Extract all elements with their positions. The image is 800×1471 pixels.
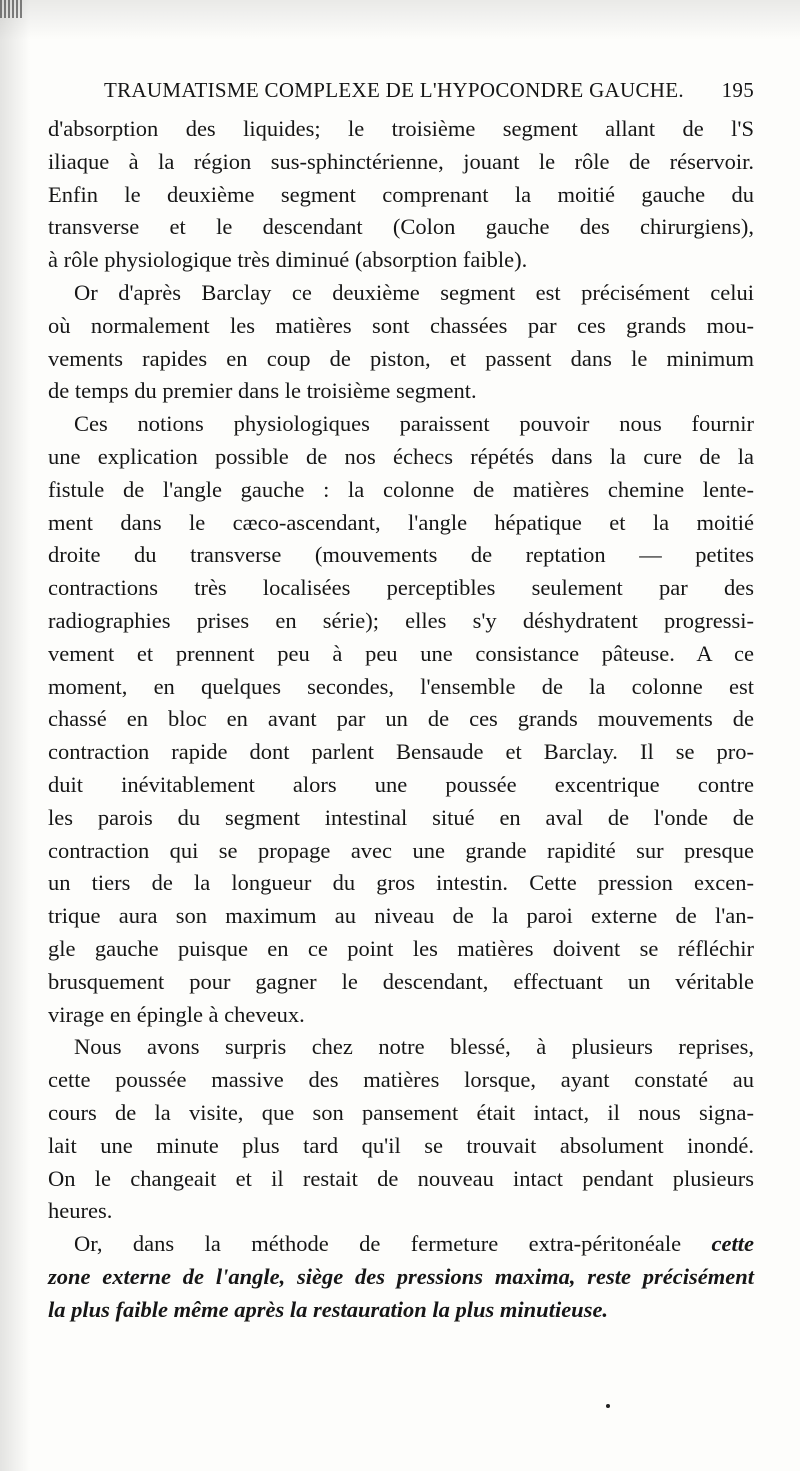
text-italic-emphasis: cette <box>711 1231 754 1257</box>
text-line: vement et prennent peu à peu une consistance pâteuse. A ce <box>48 640 754 666</box>
text-line: ment dans le cæco-ascendant, l'angle hépatique et la moitié <box>48 509 754 535</box>
text-line: On le changeait et il restait de nouveau intact pendant plusieurs <box>48 1165 754 1191</box>
text-line: heures. <box>48 1198 113 1224</box>
scan-edge-shadow <box>0 0 30 1471</box>
paragraph-first-line: Or d'après Barclay ce deuxième segment est précisément celui <box>74 279 754 305</box>
text-line: virage en épingle à cheveux. <box>48 1001 305 1027</box>
text-line: lait une minute plus tard qu'il se trouvait absolument inondé. <box>48 1132 754 1158</box>
paragraph-first-line <box>48 1228 754 1261</box>
text-line: trique aura son maximum au niveau de la paroi externe de l'an- <box>48 903 754 929</box>
page-number: 195 <box>721 78 754 102</box>
text-line: contractions très localisées perceptibles seulement par des <box>48 575 754 601</box>
text-line: Enfin le deuxième segment comprenant la moitié gauche du <box>48 181 754 207</box>
text-line: transverse et le descendant (Colon gauche des chirurgiens), <box>48 214 754 240</box>
paragraph-first-line: Ces notions physiologiques paraissent pouvoir nous fournir <box>74 411 754 437</box>
text-line: moment, en quelques secondes, l'ensemble de la colonne est <box>48 673 754 699</box>
text-italic-emphasis: la plus faible même après la restauration la plus minutieuse. <box>48 1296 609 1322</box>
scan-corner-mark <box>0 0 24 18</box>
text-line: contraction qui se propage avec une grande rapidité sur presque <box>48 837 754 863</box>
text-line: contraction rapide dont parlent Bensaude et Barclay. Il se pro- <box>48 739 754 765</box>
text-line: iliaque à la région sus-sphinctérienne, jouant le rôle de réservoir. <box>48 148 754 174</box>
text-line: où normalement les matières sont chassées par ces grands mou- <box>48 312 754 338</box>
text-roman: Or, dans la méthode de fermeture extra-péritonéale <box>74 1231 682 1257</box>
text-line: de temps du premier dans le troisième segment. <box>48 378 477 404</box>
running-header <box>104 78 754 108</box>
text-line: gle gauche puisque en ce point les matières doivent se réfléchir <box>48 935 754 961</box>
text-line: cours de la visite, que son pansement était intact, il nous signa- <box>48 1099 754 1125</box>
text-line: droite du transverse (mouvements de reptation — petites <box>48 542 754 568</box>
text-line: un tiers de la longueur du gros intestin. Cette pression excen- <box>48 870 754 896</box>
ink-speck <box>606 1404 610 1408</box>
text-line: duit inévitablement alors une poussée excentrique contre <box>48 771 754 797</box>
text-line: chassé en bloc en avant par un de ces grands mouvements de <box>48 706 754 732</box>
text-line: une explication possible de nos échecs répétés dans la cure de la <box>48 443 754 469</box>
scan-top-shadow <box>0 0 800 40</box>
text-line: vements rapides en coup de piston, et passent dans le minimum <box>48 345 754 371</box>
paragraph-first-line: Nous avons surpris chez notre blessé, à plusieurs reprises, <box>74 1034 754 1060</box>
body-text <box>48 113 754 1326</box>
text-line: brusquement pour gagner le descendant, effectuant un véritable <box>48 968 754 994</box>
text-line: les parois du segment intestinal situé en aval de l'onde de <box>48 804 754 830</box>
text-italic-emphasis: zone externe de l'angle, siège des pressions maxima, reste précisément <box>48 1263 754 1289</box>
text-line: radiographies prises en série); elles s'y déshydratent progressi- <box>48 607 754 633</box>
text-line: d'absorption des liquides; le troisième segment allant de l'S <box>48 116 754 141</box>
text-line: fistule de l'angle gauche : la colonne de matières chemine lente- <box>48 476 754 502</box>
text-line: cette poussée massive des matières lorsque, ayant constaté au <box>48 1067 754 1093</box>
text-line: à rôle physiologique très diminué (absorption faible). <box>48 247 528 273</box>
running-header-title: TRAUMATISME COMPLEXE DE L'HYPOCONDRE GAUCHE. <box>104 78 684 102</box>
